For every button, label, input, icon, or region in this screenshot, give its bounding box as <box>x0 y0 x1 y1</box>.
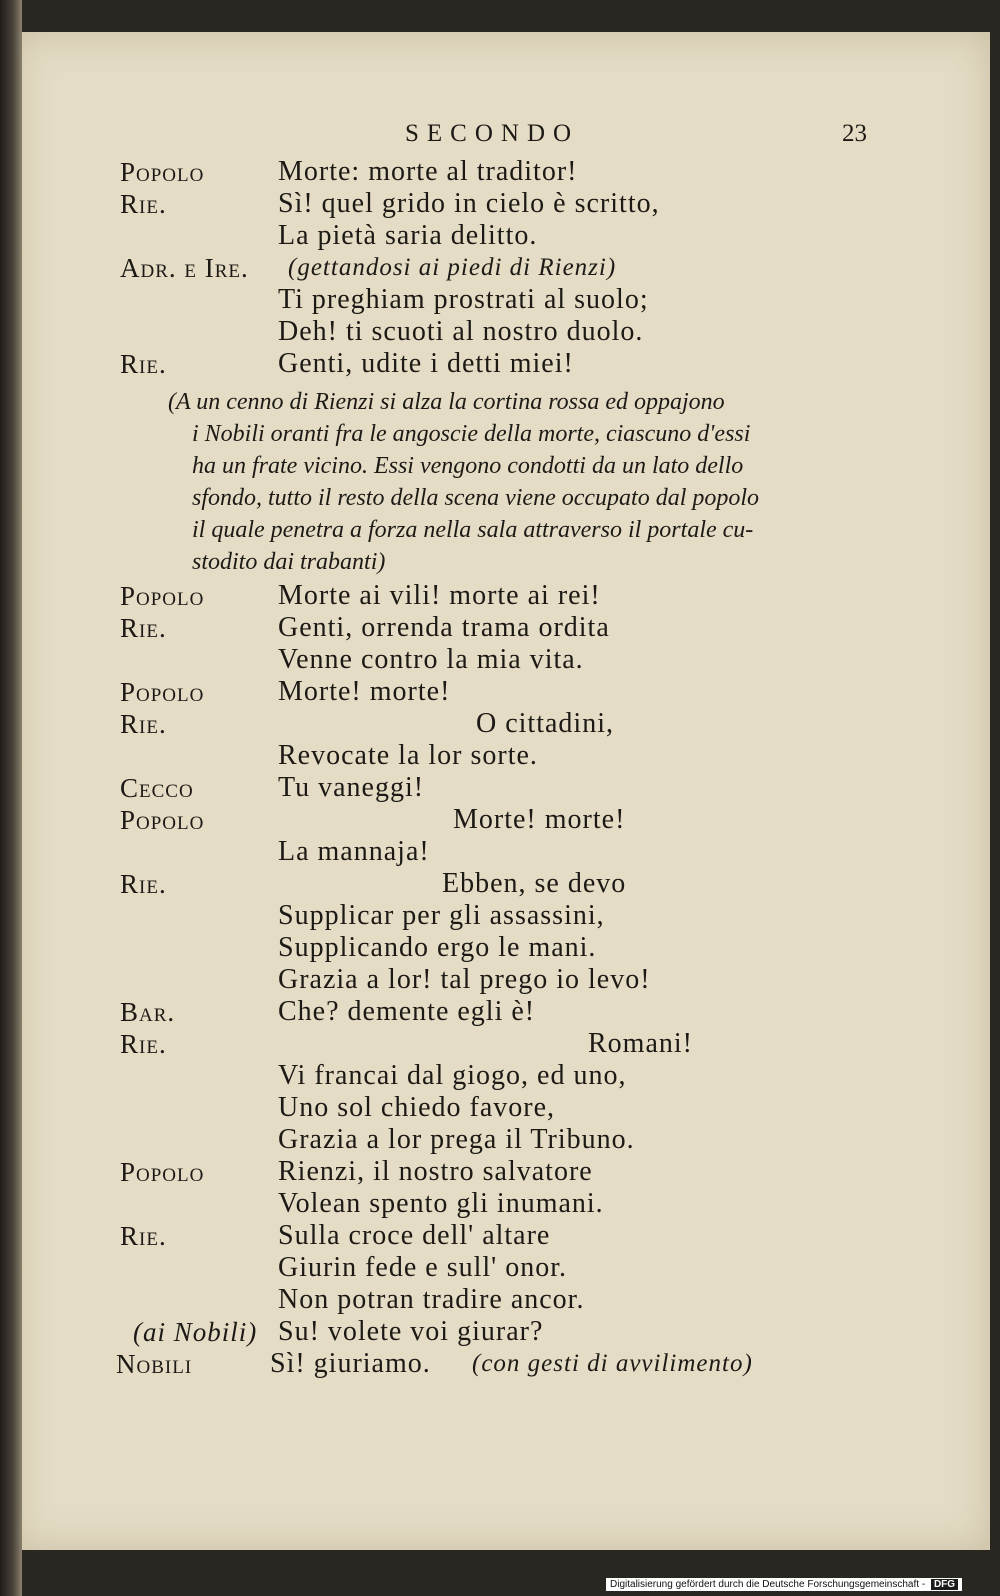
verse-text: La mannaja! <box>278 836 430 867</box>
stage-direction-line: ha un frate vicino. Essi vengono condotti da un lato dello <box>192 453 744 479</box>
verse-line <box>0 996 860 1028</box>
verse-text: Ebben, se devo <box>442 868 627 899</box>
speaker-label: Popolo <box>120 581 205 611</box>
verse-text: Vi francai dal giogo, ed uno, <box>278 1060 627 1091</box>
page-number: 23 <box>842 120 867 147</box>
verse-line <box>0 740 860 772</box>
verse-line <box>0 964 860 996</box>
verse-text: Giurin fede e sull' onor. <box>278 1252 567 1283</box>
speaker-label: Adr. e Ire. <box>120 253 249 283</box>
stage-direction-line: i Nobili oranti fra le angoscie della morte, ciascuno d'essi <box>192 421 751 447</box>
speaker-label: Rie. <box>120 709 167 739</box>
verse-line <box>0 644 860 676</box>
speaker-label: Rie. <box>120 189 167 219</box>
verse-line <box>0 252 860 284</box>
verse-text: Genti, udite i detti miei! <box>278 348 574 379</box>
speaker-label: Popolo <box>120 805 205 835</box>
verse-text: Morte! morte! <box>453 804 626 835</box>
verse-text: Supplicar per gli assassini, <box>278 900 605 931</box>
verse-line <box>0 1188 860 1220</box>
verse-line <box>0 220 860 252</box>
verse-line <box>0 188 860 220</box>
digitization-credit <box>606 1578 962 1591</box>
verse-text: Grazia a lor! tal prego io levo! <box>278 964 651 995</box>
verse-line <box>0 1220 860 1252</box>
verse-text: Revocate la lor sorte. <box>278 740 538 771</box>
verse-text: Che? demente egli è! <box>278 996 536 1027</box>
verse-line <box>0 676 860 708</box>
speaker-label: Bar. <box>120 997 176 1027</box>
verse-line <box>0 156 860 188</box>
verse-line <box>0 804 860 836</box>
verse-line <box>0 772 860 804</box>
verse-text: Sì! quel grido in cielo è scritto, <box>278 188 660 219</box>
verse-line <box>0 1060 860 1092</box>
verse-text: La pietà saria delitto. <box>278 220 538 251</box>
stage-direction-inline: (gettandosi ai piedi di Rienzi) <box>288 254 617 281</box>
verse-text: Genti, orrenda trama ordita <box>278 612 610 643</box>
verse-line <box>0 316 860 348</box>
speaker-label: (ai Nobili) <box>133 1317 258 1347</box>
verse-text: Volean spento gli inumani. <box>278 1188 604 1219</box>
stage-direction-inline: (con gesti di avvilimento) <box>472 1350 753 1377</box>
stage-direction-line: (A un cenno di Rienzi si alza la cortina rossa ed oppajono <box>168 389 725 415</box>
verse-text: O cittadini, <box>476 708 614 739</box>
speaker-label: Popolo <box>120 157 205 187</box>
verse-line <box>0 1348 860 1380</box>
verse-line <box>0 612 860 644</box>
verse-line <box>0 836 860 868</box>
verse-line <box>0 348 860 380</box>
verse-text: Ti preghiam prostrati al suolo; <box>278 284 649 315</box>
verse-text: Su! volete voi giurar? <box>278 1316 544 1347</box>
verse-line <box>0 708 860 740</box>
verse-text: Venne contro la mia vita. <box>278 644 584 675</box>
verse-text: Non potran tradire ancor. <box>278 1284 585 1315</box>
speaker-label: Cecco <box>120 773 194 803</box>
verse-line <box>0 580 860 612</box>
running-head: SECONDO <box>405 120 580 147</box>
verse-line <box>0 284 860 316</box>
dfg-logo: DFG <box>931 1579 958 1590</box>
verse-line <box>0 1092 860 1124</box>
credit-text: Digitalisierung gefördert durch die Deutsche Forschungsgemeinschaft - <box>610 1579 926 1590</box>
verse-line <box>0 1284 860 1316</box>
verse-text: Grazia a lor prega il Tribuno. <box>278 1124 635 1155</box>
speaker-label: Rie. <box>120 613 167 643</box>
verse-text: Uno sol chiedo favore, <box>278 1092 556 1123</box>
verse-text: Romani! <box>588 1028 693 1059</box>
stage-direction-line: sfondo, tutto il resto della scena viene occupato dal popolo <box>192 485 760 511</box>
stage-direction-line: il quale penetra a forza nella sala attraverso il portale cu- <box>192 517 754 543</box>
verse-line <box>0 1252 860 1284</box>
verse-text: Morte: morte al traditor! <box>278 156 578 187</box>
speaker-label: Rie. <box>120 349 167 379</box>
verse-text: Rienzi, il nostro salvatore <box>278 1156 593 1187</box>
stage-direction-line: stodito dai trabanti) <box>192 549 386 575</box>
verse-text: Sì! giuriamo. <box>270 1348 431 1379</box>
verse-line <box>0 1124 860 1156</box>
verse-line <box>0 932 860 964</box>
speaker-label: Popolo <box>120 677 205 707</box>
speaker-label: Nobili <box>116 1349 193 1379</box>
speaker-label: Rie. <box>120 1221 167 1251</box>
verse-text: Sulla croce dell' altare <box>278 1220 551 1251</box>
speaker-label: Rie. <box>120 1029 167 1059</box>
speaker-label: Rie. <box>120 869 167 899</box>
verse-line <box>0 1316 860 1348</box>
verse-line <box>0 868 860 900</box>
verse-text: Supplicando ergo le mani. <box>278 932 597 963</box>
verse-text: Deh! ti scuoti al nostro duolo. <box>278 316 644 347</box>
verse-text: Morte ai vili! morte ai rei! <box>278 580 601 611</box>
speaker-label: Popolo <box>120 1157 205 1187</box>
verse-line <box>0 900 860 932</box>
verse-line <box>0 1028 860 1060</box>
verse-line <box>0 1156 860 1188</box>
page-header <box>0 120 1000 160</box>
verse-text: Tu vaneggi! <box>278 772 425 803</box>
verse-text: Morte! morte! <box>278 676 451 707</box>
